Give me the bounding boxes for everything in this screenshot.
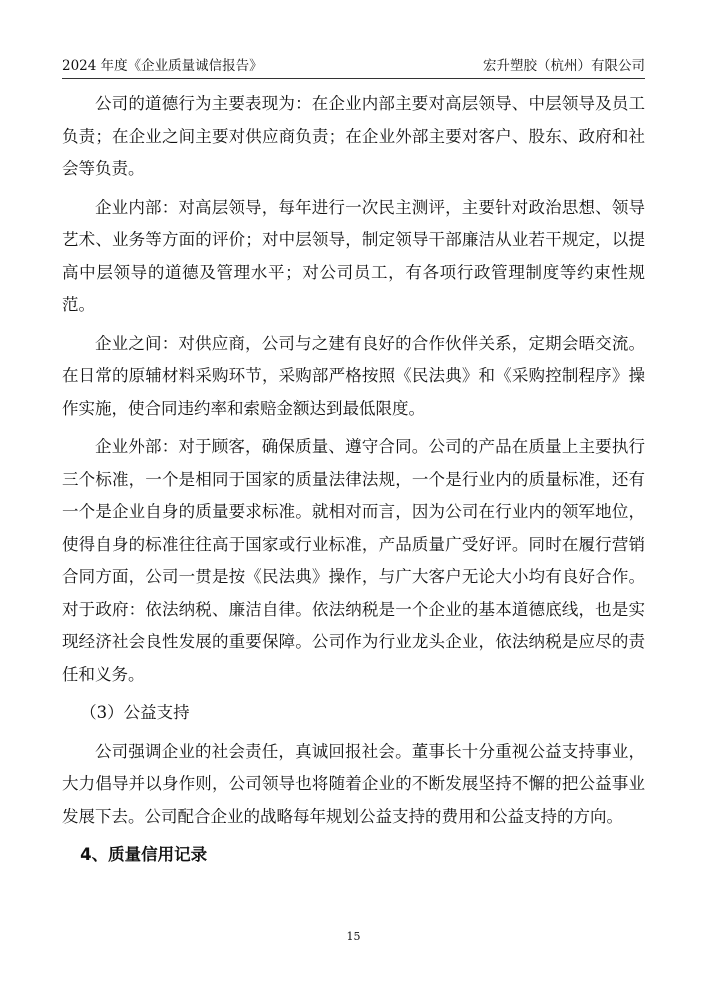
page-header	[62, 50, 645, 79]
paragraph-internal: 企业内部：对高层领导，每年进行一次民主测评，主要针对政治思想、领导艺术、业务等方面的评价；对中层领导，制定领导干部廉洁从业若干规定，以提高中层领导的道德及管理水平；对公司员工，有各项行政管理制度等约束性规范。	[62, 197, 645, 314]
paragraph-public-welfare: 公司强调企业的社会责任，真诚回报社会。董事长十分重视公益支持事业，大力倡导并以身作则，公司领导也将随着企业的不断发展坚持不懈的把公益事业发展下去。公司配合企业的战略每年规划公益支持的费用和公益支持的方向。	[62, 741, 645, 826]
page-number: 15	[346, 930, 361, 943]
header-report-title: 2024 年度《企业质量诚信报告》	[62, 58, 263, 74]
header-company-name: 宏升塑胶（杭州）有限公司	[483, 58, 645, 74]
section-heading-credit-record: 4、质量信用记录	[80, 845, 208, 864]
paragraph-external: 企业外部：对于顾客，确保质量、遵守合同。公司的产品在质量上主要执行三个标准，一个是相同于国家的质量法律法规，一个是行业内的质量标准，还有一个是企业自身的质量要求标准。就相对而言，因为公司在行业内的领军地位，使得自身的标准往往高于国家或行业标准，产品质量广受好评。同时在履行营销合同方面，公司一贯是按《民法典》操作，与广大客户无论大小均有良好合作。对于政府：依法纳税、廉洁自律。依法纳税是一个企业的基本道德底线，也是实现经济社会良性发展的重要保障。公司作为行业龙头企业，依法纳税是应尽的责任和义务。	[62, 437, 645, 684]
subheading-public-welfare: （3）公益支持	[80, 703, 190, 722]
paragraph-between-enterprises: 企业之间：对供应商，公司与之建有良好的合作伙伴关系，定期会晤交流。在日常的原辅材料采购环节，采购部严格按照《民法典》和《采购控制程序》操作实施，使合同违约率和索赔金额达到最低限度。	[62, 333, 645, 418]
page-content	[62, 88, 645, 878]
paragraph-ethics-overview: 公司的道德行为主要表现为：在企业内部主要对高层领导、中层领导及员工负责；在企业之间主要对供应商负责；在企业外部主要对客户、股东、政府和社会等负责。	[62, 94, 645, 178]
